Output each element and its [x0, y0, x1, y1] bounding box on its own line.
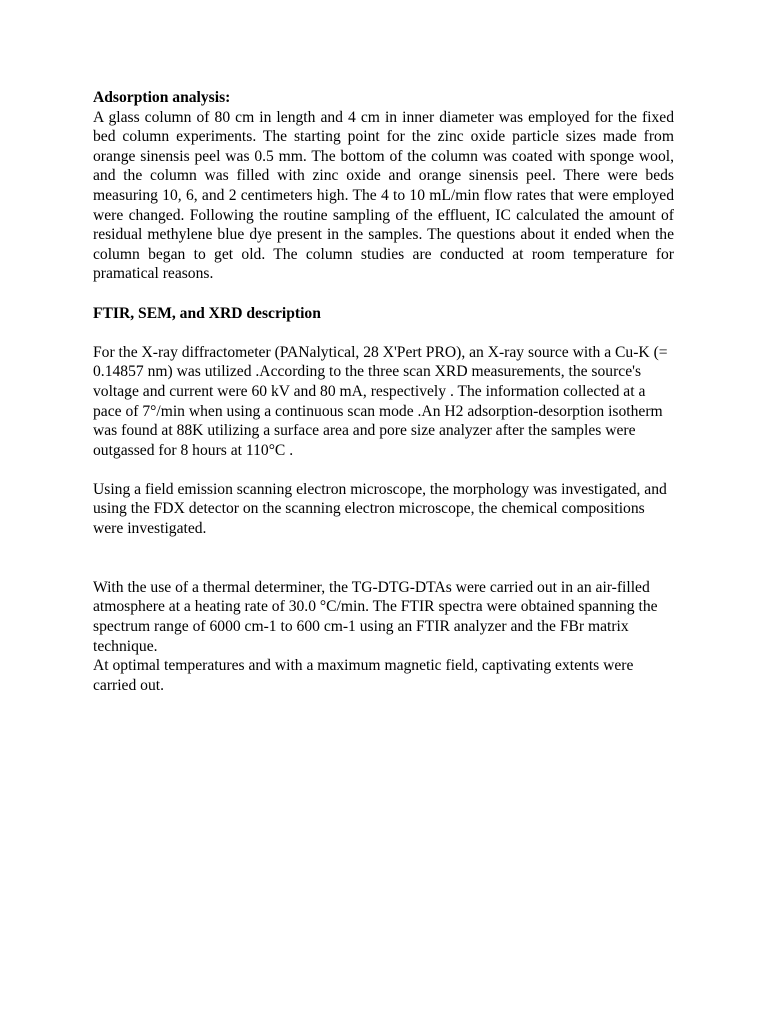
spacer [93, 323, 674, 343]
xrd-paragraph: For the X-ray diffractometer (PANalytical, 28 X'Pert PRO), an X-ray source with a Cu-K (= 0.14857 nm) was utilized .According to the three scan XRD measurements, the source's voltage and current were 60 kV and 80 mA, respectively . The information collected at a pace of 7°/min when using a continuous scan mode .An H2 adsorption-desorption isotherm was found at 88K utilizing a surface area and pore size analyzer after the samples were outgassed for 8 hours at 110°C . [93, 343, 668, 459]
ftir-sem-xrd-heading: FTIR, SEM, and XRD description [93, 304, 321, 322]
spacer [93, 460, 674, 480]
spacer [93, 284, 674, 304]
adsorption-analysis-heading: Adsorption analysis: [93, 89, 231, 106]
sem-paragraph: Using a field emission scanning electron microscope, the morphology was investigated, and using the FDX detector on the scanning electron microscope, the chemical compositions were investigated. [93, 480, 667, 538]
document-page [93, 88, 674, 695]
adsorption-analysis-paragraph: A glass column of 80 cm in length and 4 cm in inner diameter was employed for the fixed bed column experiments. The starting point for the zinc oxide particle sizes made from orange sinensis peel was 0.5 mm. The bottom of the column was coated with sponge wool, and the column was filled with zinc oxide and orange sinensis peel. There were beds measuring 10, 6, and 2 centimeters high. The 4 to 10 mL/min flow rates that were employed were changed. Following the routine sampling of the effluent, IC calculated the amount of residual methylene blue dye present in the samples. The questions about it ended when the column began to get old. The column studies are conducted at room temperature for pramatical reasons. [93, 108, 674, 283]
tg-ftir-paragraph: With the use of a thermal determiner, the TG-DTG-DTAs were carried out in an air-filled atmosphere at a heating rate of 30.0 °C/min. The FTIR spectra were obtained spanning the spectrum range of 6000 cm-1 to 600 cm-1 using an FTIR analyzer and the FBr matrix technique. [93, 578, 658, 655]
spacer [93, 539, 674, 578]
magnetic-paragraph: At optimal temperatures and with a maximum magnetic field, captivating extents were carried out. [93, 657, 634, 694]
